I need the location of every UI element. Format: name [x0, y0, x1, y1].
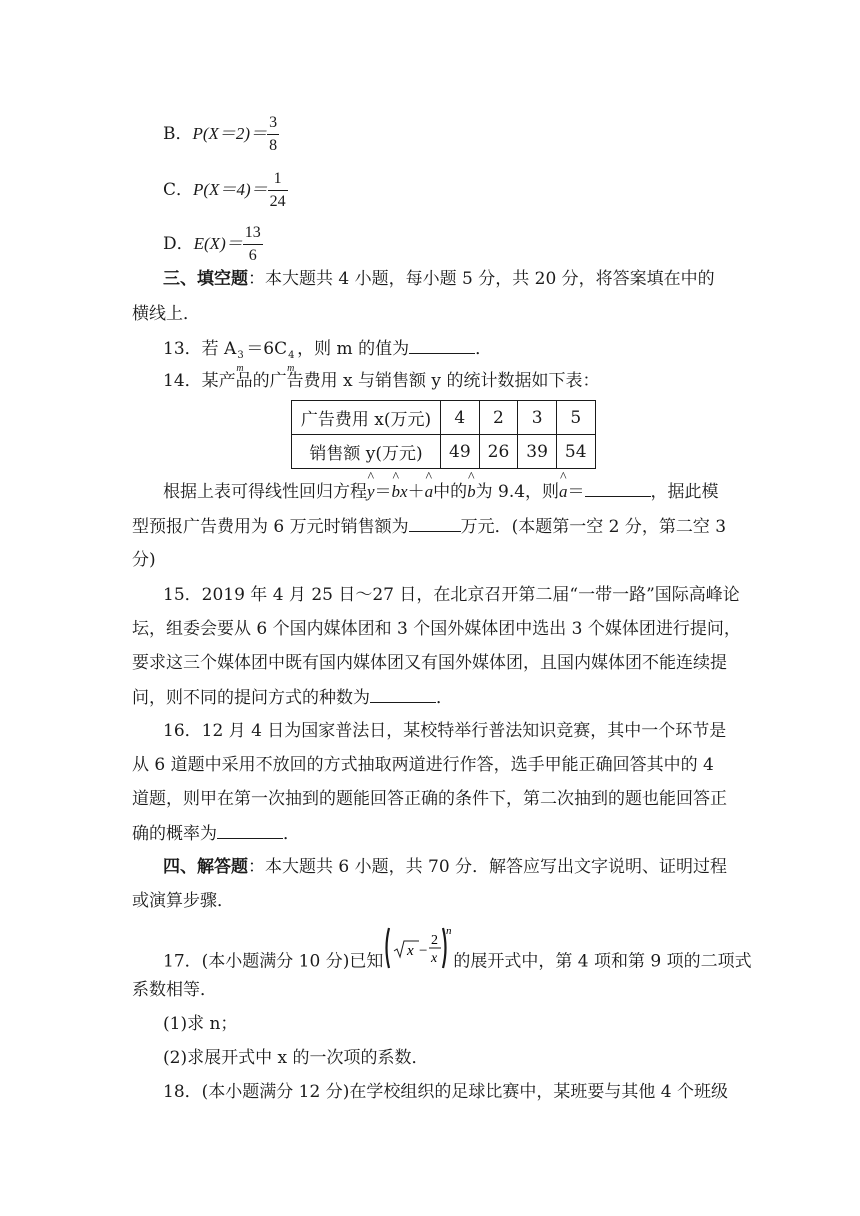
q18-line1: 18．(本小题满分 12 分)在学校组织的足球比赛中，某班要与其他 4 个班级	[163, 1082, 728, 1102]
table-cell: 2	[479, 401, 518, 435]
answer-blank[interactable]	[370, 686, 436, 703]
q14-intro: 14．某产品的广告费用 x 与销售额 y 的统计数据如下表：	[163, 371, 600, 391]
q14-text-d: ，据此模	[650, 482, 719, 502]
option-c-lhs: P(X＝4)＝	[193, 180, 268, 199]
answer-blank[interactable]	[217, 822, 283, 839]
fraction-denominator: 6	[248, 247, 257, 264]
q16-line4	[132, 822, 300, 845]
q14-line1: 根据上表可得线性回归方程^ y＝^ bx＋^ a中的^ b为 9.4，则^ a＝ ，据此模	[163, 480, 719, 503]
section4-line1	[163, 856, 727, 878]
option-b	[163, 112, 279, 157]
q17-suffix: 的展开式中，第 4 项和第 9 项的二项式	[453, 951, 752, 972]
table-cell: 26	[479, 435, 518, 469]
q14-text-b: 中的	[433, 482, 468, 502]
q16-line4-text: 确的概率为	[132, 824, 217, 844]
option-d-lhs: E(X)＝	[193, 234, 243, 253]
q13-question: ，则 m 的值为	[297, 339, 410, 359]
q13-prefix: 13．若 A	[163, 339, 237, 359]
svg-text:2: 2	[431, 933, 439, 948]
section4-instructions: ：本大题共 6 小题，共 70 分．解答应写出文字说明、证明过程	[248, 857, 728, 877]
binomial-expression	[383, 925, 453, 982]
q15-line1: 15．2019 年 4 月 25 日～27 日，在北京召开第二届“一带一路”国际高峰论	[163, 585, 740, 605]
q17-line2: 系数相等．	[132, 980, 217, 1000]
fraction-numerator: 3	[267, 112, 279, 135]
fraction-denominator: 8	[269, 137, 278, 154]
q14-line2-b: 万元．(本题第一空 2 分，第二空 3	[460, 517, 727, 537]
table-cell: 3	[518, 401, 557, 435]
q13-sub2: m	[287, 363, 295, 374]
section4-heading: 四、解答题	[163, 857, 248, 877]
option-c-label: C．	[163, 180, 194, 200]
regression-equation: ^ y＝^ bx＋^ a	[367, 482, 433, 502]
table-header-cell: 销售额 y(万元)	[292, 435, 441, 469]
b-hat: ^ b	[467, 481, 476, 503]
q17-part2: (2)求展开式中 x 的一次项的系数．	[163, 1048, 429, 1068]
q13-sup2: 4	[288, 350, 295, 361]
section3-heading: 三、填空题	[163, 269, 248, 289]
q17-prefix: 17．(本小题满分 10 分)已知	[163, 951, 384, 972]
q14-text-c: 为 9.4，则	[475, 482, 560, 502]
q15-line3: 要求这三个媒体团中既有国内媒体团又有国外媒体团，且国内媒体团不能连续提	[132, 653, 727, 673]
q17-part1: (1)求 n；	[163, 1014, 238, 1034]
q15-line4-text: 问，则不同的提问方式的种数为	[132, 688, 370, 708]
q13-mid: ＝6C	[246, 339, 288, 359]
section4-line2: 或演算步骤．	[132, 891, 234, 911]
fraction-numerator: 1	[268, 168, 288, 191]
table-cell: 39	[518, 435, 557, 469]
q13-sub1: m	[236, 363, 244, 374]
section3-instructions: ：本大题共 4 小题，每小题 5 分，共 20 分，将答案填在中的	[248, 269, 715, 289]
option-c	[163, 168, 288, 213]
option-b-label: B．	[163, 124, 193, 144]
option-c-fraction	[268, 168, 288, 213]
q16-line4-end: ．	[283, 824, 300, 844]
svg-text:x: x	[407, 943, 415, 959]
section3-line1	[163, 268, 715, 290]
binomial-svg	[383, 924, 453, 972]
q13-sup1: 3	[237, 350, 244, 361]
svg-text:n: n	[446, 925, 452, 937]
question-13	[163, 337, 493, 374]
q16-line2: 从 6 道题中采用不放回的方式抽取两道进行作答，选手甲能正确回答其中的 4	[132, 755, 714, 775]
a-hat: ^ a	[559, 481, 568, 503]
q14-line3: 分)	[132, 550, 156, 570]
ad-sales-table	[291, 400, 596, 469]
answer-blank[interactable]	[409, 515, 461, 532]
svg-text:x: x	[431, 951, 438, 966]
table-cell: 54	[556, 435, 595, 469]
q15-line4	[132, 686, 453, 709]
table-cell: 4	[441, 401, 480, 435]
question-17	[163, 925, 752, 984]
option-b-lhs: P(X＝2)＝	[192, 124, 268, 143]
answer-blank[interactable]	[409, 337, 475, 354]
q14-line2-a: 型预报广告费用为 6 万元时销售额为	[132, 517, 409, 537]
table-header-cell: 广告费用 x(万元)	[292, 401, 441, 435]
q16-line3: 道题，则甲在第一次抽到的题能回答正确的条件下，第二次抽到的题也能回答正	[132, 789, 727, 809]
option-d-label: D．	[163, 234, 194, 254]
table-cell: 5	[556, 401, 595, 435]
q15-line4-end: ．	[436, 688, 453, 708]
q15-line2: 坛，组委会要从 6 个国内媒体团和 3 个国外媒体团中选出 3 个媒体团进行提问，	[132, 619, 741, 639]
fraction-denominator: 24	[269, 193, 286, 210]
table-row	[292, 401, 596, 435]
section3-line2: 横线上．	[132, 304, 200, 324]
fraction-numerator: 13	[243, 222, 263, 245]
q16-line1: 16．12 月 4 日为国家普法日，某校特举行普法知识竞赛，其中一个环节是	[163, 721, 727, 741]
option-b-fraction	[267, 112, 279, 157]
option-d	[163, 222, 263, 267]
answer-blank[interactable]	[585, 480, 651, 497]
svg-text:−: −	[419, 943, 428, 959]
q14-text-a: 根据上表可得线性回归方程	[163, 482, 367, 502]
q14-line2	[132, 515, 726, 538]
q13-end: ．	[475, 339, 493, 359]
table-cell: 49	[441, 435, 480, 469]
table-row	[292, 435, 596, 469]
option-d-fraction	[243, 222, 263, 267]
